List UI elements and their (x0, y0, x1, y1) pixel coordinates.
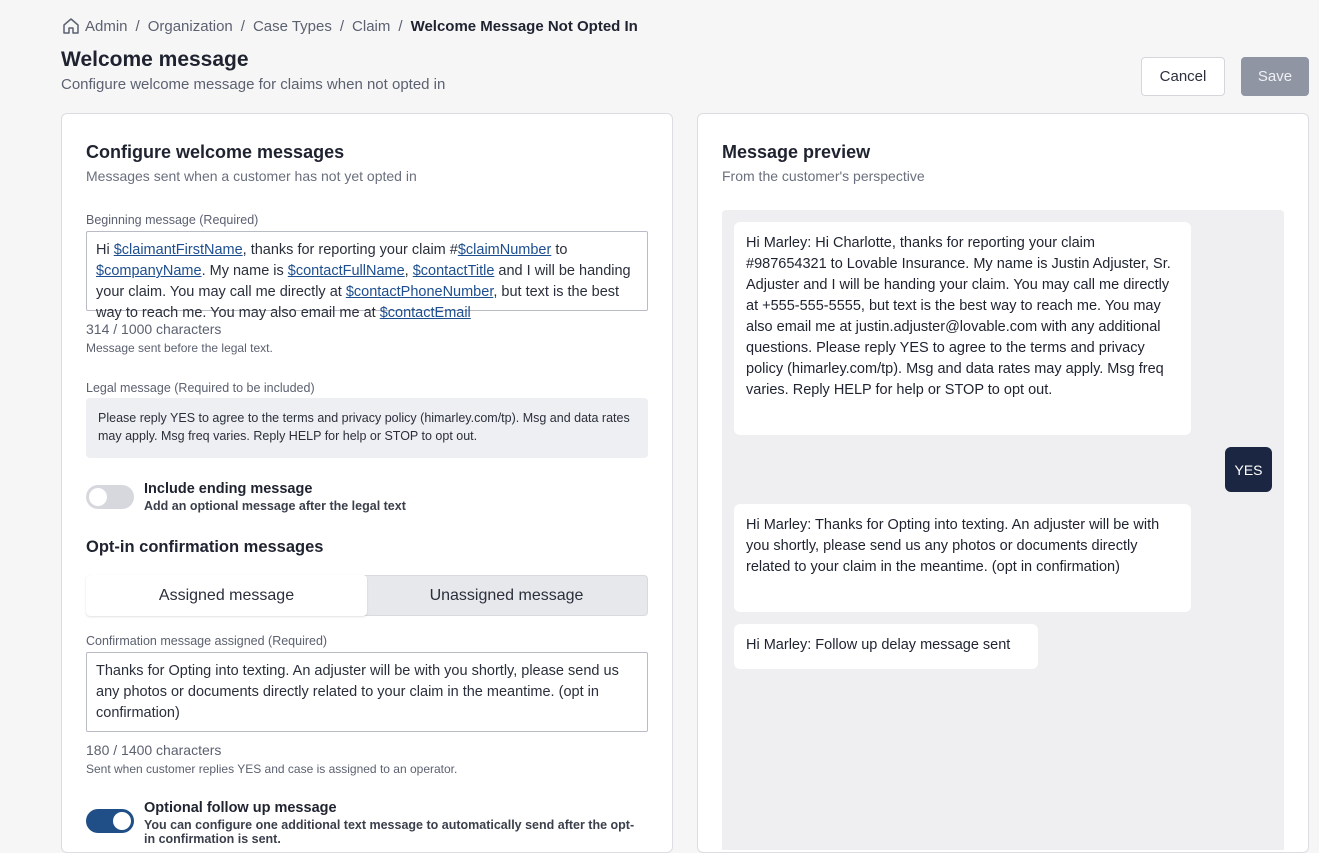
preview-message-confirmation: Hi Marley: Thanks for Opting into texting. An adjuster will be with you shortly, please send us any photos or documents directly related to your claim in the meantime. (opt in confirmation) (734, 504, 1191, 612)
template-variable: $contactPhoneNumber (345, 284, 494, 300)
followup-toggle[interactable] (86, 809, 134, 833)
preview-message-followup: Hi Marley: Follow up delay message sent (734, 624, 1038, 669)
confirmation-message-input[interactable]: Thanks for Opting into texting. An adjuster will be with you shortly, please send us any photos or documents directly related to your claim in the meantime. (opt in confirmation) (86, 652, 648, 732)
include-ending-description: Add an optional message after the legal text (144, 499, 406, 513)
preview-message-reply: YES (1225, 447, 1272, 492)
followup-title: Optional follow up message (144, 800, 337, 816)
template-variable: $companyName (96, 263, 202, 279)
page-title: Welcome message (61, 48, 249, 71)
cancel-button[interactable]: Cancel (1141, 57, 1225, 96)
beginning-message-helper: Message sent before the legal text. (86, 341, 273, 355)
toggle-knob (89, 488, 107, 506)
message-preview-thread (722, 210, 1284, 850)
template-variable: $contactTitle (412, 263, 495, 279)
beginning-message-label: Beginning message (Required) (86, 213, 259, 227)
confirmation-message-counter: 180 / 1400 characters (86, 742, 222, 758)
message-text: and I will be handing your claim. You may call me directly at (96, 263, 631, 300)
save-button[interactable]: Save (1241, 57, 1309, 96)
configure-subtitle: Messages sent when a customer has not yet opted in (86, 168, 417, 184)
template-variable: $contactEmail (379, 305, 471, 321)
page-subtitle: Configure welcome message for claims when not opted in (61, 76, 446, 93)
template-variable: $claimNumber (457, 242, 552, 258)
preview-card (697, 113, 1309, 853)
breadcrumb-claim[interactable]: Claim (352, 17, 391, 35)
message-text: to (551, 242, 568, 258)
include-ending-toggle[interactable] (86, 485, 134, 509)
beginning-message-input[interactable] (86, 231, 648, 321)
preview-title: Message preview (722, 142, 871, 162)
message-text: . My name is (201, 263, 288, 279)
template-variable: $contactFullName (287, 263, 405, 279)
confirmation-message-helper: Sent when customer replies YES and case is assigned to an operator. (86, 762, 458, 776)
beginning-message-counter: 314 / 1000 characters (86, 321, 222, 337)
legal-message-box: Please reply YES to agree to the terms and privacy policy (himarley.com/tp). Msg and data rates may apply. Msg freq varies. Reply HELP for help or STOP to opt out. (86, 398, 648, 458)
tab-unassigned-message[interactable]: Unassigned message (429, 586, 584, 604)
optin-section-title: Opt-in confirmation messages (86, 538, 324, 556)
toggle-knob (113, 812, 131, 830)
message-text: , but text is the best way to reach me. You may also email me at (96, 284, 620, 321)
preview-message-welcome: Hi Marley: Hi Charlotte, thanks for reporting your claim #987654321 to Lovable Insurance. My name is Justin Adjuster, Sr. Adjuster and I will be handing your claim. You may call me directly at +555-555-5555, but text is the best way to reach me. You may also email me at justin.adjuster@lovable.com with any additional questions. Please reply YES to agree to the terms and privacy policy (himarley.com/tp). Msg and data rates may apply. Msg freq varies. Reply HELP for help or STOP to opt out. (734, 222, 1191, 435)
configure-title: Configure welcome messages (86, 142, 345, 162)
include-ending-title: Include ending message (144, 481, 313, 497)
message-text: , thanks for reporting your claim # (242, 242, 458, 258)
home-icon[interactable] (61, 16, 81, 36)
breadcrumb (61, 16, 638, 36)
message-text: Hi (96, 242, 114, 258)
breadcrumb-current: Welcome Message Not Opted In (410, 17, 638, 35)
optin-tabs (86, 575, 648, 616)
breadcrumb-case-types[interactable]: Case Types (252, 17, 332, 35)
confirmation-message-label: Confirmation message assigned (Required) (86, 634, 328, 648)
message-text: , (404, 263, 413, 279)
breadcrumb-organization[interactable]: Organization (147, 17, 233, 35)
breadcrumb-admin[interactable]: Admin (85, 17, 128, 35)
breadcrumb-separator: / (240, 17, 245, 35)
legal-message-label: Legal message (Required to be included) (86, 381, 315, 395)
breadcrumb-separator: / (339, 17, 345, 35)
breadcrumb-separator: / (135, 17, 140, 35)
breadcrumb-separator: / (398, 17, 403, 35)
template-variable: $claimantFirstName (113, 242, 243, 258)
configure-card (61, 113, 673, 853)
followup-description: You can configure one additional text message to automatically send after the opt-in confirmation is sent. (144, 818, 635, 846)
tab-assigned-message[interactable]: Assigned message (86, 575, 367, 616)
preview-subtitle: From the customer's perspective (722, 168, 925, 184)
